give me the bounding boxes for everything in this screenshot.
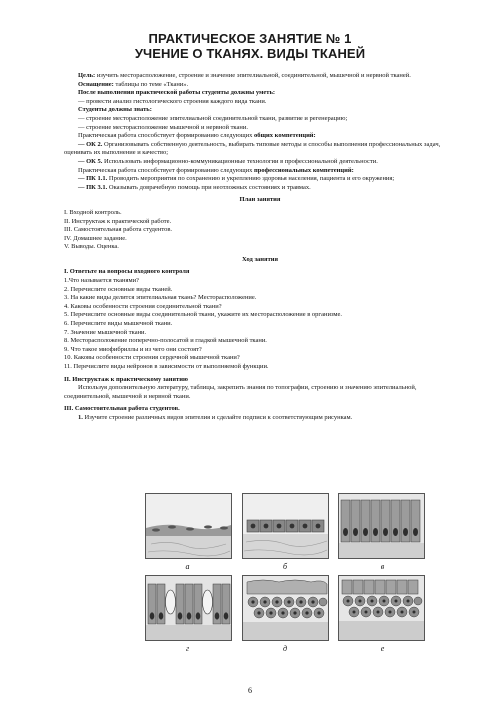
page-number: 6 [248, 686, 252, 695]
knowledge-item: — строение месторасположение мышечной и нервной ткани. [78, 123, 248, 131]
figure-a-image [145, 493, 232, 559]
page-title: ПРАКТИЧЕСКОЕ ЗАНЯТИЕ № 1 [148, 31, 352, 46]
figure-c-image [338, 493, 425, 559]
competency-code: — ОК 5. [78, 157, 103, 165]
plan-item: V. Выводы. Оценка. [64, 243, 119, 251]
task-1 [64, 414, 456, 423]
figure-label-c: в [380, 562, 385, 571]
competency-pk31 [64, 184, 456, 193]
figure-b-image [242, 493, 329, 559]
figure-f-image [338, 575, 425, 641]
progress-heading: Ход занятия [241, 255, 279, 263]
question-item: 1.Что называется тканями? [64, 277, 139, 285]
question-item: 6. Перечислите виды мышечной ткани. [64, 320, 173, 328]
equipment-text: таблицы по теме «Ткани». [113, 80, 189, 88]
question-item: 3. На какие виды делится эпителиальная ткань? Месторасположение. [64, 294, 257, 302]
competency-text: Оказывать доврачебную помощь при неотложных состояниях и травмах. [107, 183, 311, 191]
question-item: 2. Перечислите основные виды тканей. [64, 285, 173, 293]
page-subtitle: УЧЕНИЕ О ТКАНЯХ. ВИДЫ ТКАНЕЙ [134, 46, 366, 61]
question-item: 11. Перечислите виды нейронов в зависимости от выполняемой функции. [64, 363, 269, 370]
figure-label-d: г [185, 644, 190, 653]
question-item: 5. Перечислите основные виды соединительной ткани, укажите их месторасположение в организме. [64, 311, 343, 319]
figure-label-a: а [185, 562, 190, 571]
equipment-label: Оснащение: [78, 80, 114, 88]
plan-heading: План занятия [239, 196, 281, 204]
question-item: 7. Значение мышечной ткани. [64, 328, 147, 336]
competency-pk11 [64, 175, 456, 184]
figure-e-image [242, 575, 329, 641]
goal-paragraph [64, 72, 456, 81]
figure-label-f: е [380, 644, 385, 653]
competency-code: — ПК 3.1. [78, 183, 108, 191]
competency-text: Использовать информационно-коммуникационные технологии в профессиональной деятельности. [102, 157, 378, 165]
task-number: 1. [78, 413, 83, 421]
general-competencies-intro [64, 132, 456, 141]
competency-text: Проводить мероприятия по сохранению и укреплению здоровья населения, пациента и его окружения; [107, 175, 395, 183]
plan-item: III. Самостоятельная работа студентов. [64, 226, 173, 234]
knowledge-item: — строение месторасположение эпителиальной соединительной ткани, развитие и регенерацию; [78, 114, 348, 122]
prof-intro-bold: профессиональных компетенций: [254, 166, 354, 174]
question-item: 4. Каковы особенности строения соединительной ткани? [64, 302, 222, 310]
competency-ok2 [64, 141, 456, 158]
task-text: Изучите строение различных видов эпителия и сделайте подписи к соответствующим рисункам. [82, 413, 353, 421]
prof-intro-text: Практическая работа способствует формированию следующих [78, 166, 255, 174]
professional-competencies-intro [64, 167, 456, 176]
competency-code: — ПК 1.1. [78, 175, 108, 183]
competency-text: Организовывать собственную деятельность, выбирать типовые методы и способы выполнения профессиональных задач, оценивать их выполнение и качество; [64, 140, 441, 157]
section-2-text: Используя дополнительную литературу, таблицы, закрепить знания по топографии, строению и значению эпителиальной, соединительной, мышечной и нервной ткани. [64, 384, 417, 400]
figure-captions-bottom [145, 644, 425, 654]
epithelium-figures [145, 493, 425, 657]
goal-label: Цель: [78, 72, 96, 79]
section-1-heading: I. Ответьте на вопросы входного контроля [64, 268, 190, 276]
plan-item: I. Входной контроль. [64, 208, 122, 216]
general-intro-text: Практическая работа способствует формированию следующих [78, 132, 255, 140]
competency-code: — ОК 2. [78, 140, 103, 148]
document-body [64, 72, 456, 423]
figure-row-bottom [145, 575, 425, 641]
skills-heading: После выполнения практической работы студенты должны уметь: [78, 89, 276, 97]
figure-label-b: б [282, 562, 288, 571]
skills-item: — провести анализ гистологического строения каждого вида ткани. [78, 97, 267, 105]
general-intro-bold: общих компетенций: [254, 132, 316, 140]
figure-d-image [145, 575, 232, 641]
equipment-paragraph [64, 81, 456, 90]
competency-ok5 [64, 158, 456, 167]
question-item: 9. Что такое миофибриллы и из чего они состоят? [64, 345, 202, 353]
plan-item: IV. Домашнее задание. [64, 234, 127, 242]
goal-text: изучить месторасположение, строение и значение эпителиальной, соединительной, мышечной и нервной тканей. [95, 72, 411, 79]
figure-row-top [145, 493, 425, 559]
section-3-heading: III. Самостоятельная работа студентов. [64, 405, 180, 413]
question-item: 8. Месторасположение поперечно-полосатой и гладкой мышечной ткани. [64, 337, 267, 345]
figure-captions-top [145, 562, 425, 572]
figure-label-e: д [282, 644, 288, 653]
knowledge-heading: Студенты должны знать: [78, 106, 152, 114]
section-2-heading: II. Инструктаж к практическому занятию [64, 375, 188, 383]
plan-item: II. Инструктаж к практической работе. [64, 217, 172, 225]
question-item: 10. Каковы особенности строения сердечной мышечной ткани? [64, 354, 240, 362]
